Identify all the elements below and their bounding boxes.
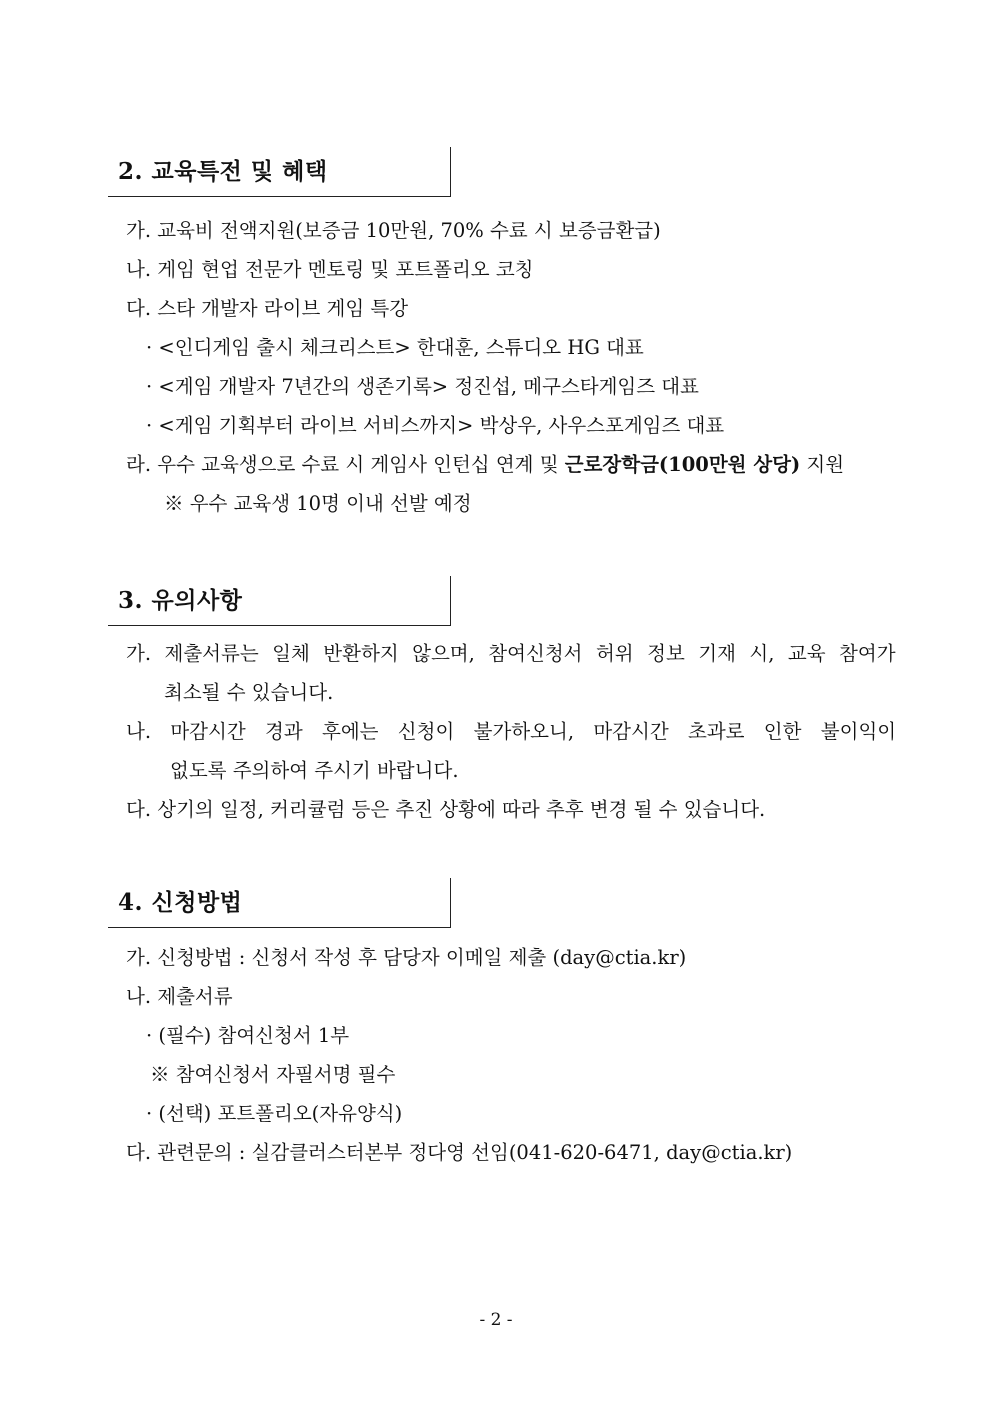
section-3-item-ga: 가. 제출서류는 일체 반환하지 않으며, 참여신청서 허위 정보 기재 시, 교육 참여가 <box>126 642 896 665</box>
section-2-title: 2. 교육특전 및 혜택 <box>118 158 328 185</box>
section-4-item-na: 나. 제출서류 <box>126 985 233 1008</box>
signature-note: ※ 참여신청서 자필서명 필수 <box>150 1063 396 1086</box>
section-2-note: ※ 우수 교육생 10명 이내 선발 예정 <box>164 492 472 515</box>
section-4-title: 4. 신청방법 <box>118 889 243 916</box>
section-2-item-ra-text: 라. 우수 교육생으로 수료 시 게임사 인턴십 연계 및 <box>126 453 565 476</box>
section-3-item-da: 다. 상기의 일정, 커리큘럼 등은 추진 상황에 따라 추후 변경 될 수 있습니다. <box>126 798 766 821</box>
section-3-title: 3. 유의사항 <box>118 587 243 614</box>
section-2-item-ra <box>126 452 844 478</box>
section-4-heading <box>108 878 451 928</box>
section-3-heading <box>108 576 451 626</box>
scholarship-highlight: 근로장학금(100만원 상당) <box>564 453 801 476</box>
section-4-item-da: 다. 관련문의 : 실감클러스터본부 정다영 선임(041-620-6471, day@ctia.kr) <box>126 1141 793 1164</box>
section-3-item-na-cont: 없도록 주의하여 주시기 바랍니다. <box>170 759 459 782</box>
optional-document: · (선택) 포트폴리오(자유양식) <box>146 1102 403 1125</box>
section-2-heading <box>108 147 451 197</box>
section-4-item-ga: 가. 신청방법 : 신청서 작성 후 담당자 이메일 제출 (day@ctia.kr) <box>126 946 687 969</box>
page-number: - 2 - <box>479 1310 513 1330</box>
section-2-item-na: 나. 게임 현업 전문가 멘토링 및 포트폴리오 코칭 <box>126 258 534 281</box>
section-3-item-ga-cont: 최소될 수 있습니다. <box>164 681 334 704</box>
lecture-item: · <인디게임 출시 체크리스트> 한대훈, 스튜디오 HG 대표 <box>146 336 644 359</box>
section-2-item-da: 다. 스타 개발자 라이브 게임 특강 <box>126 297 409 320</box>
lecture-item: · <게임 기획부터 라이브 서비스까지> 박상우, 사우스포게임즈 대표 <box>146 414 725 437</box>
section-2-item-ra-suffix: 지원 <box>800 453 845 476</box>
section-3-item-na: 나. 마감시간 경과 후에는 신청이 불가하오니, 마감시간 초과로 인한 불이익이 <box>126 720 897 743</box>
lecture-item: · <게임 개발자 7년간의 생존기록> 정진섭, 메구스타게임즈 대표 <box>146 375 699 398</box>
required-document: · (필수) 참여신청서 1부 <box>146 1024 350 1047</box>
section-2-item-ga: 가. 교육비 전액지원(보증금 10만원, 70% 수료 시 보증금환급) <box>126 219 661 242</box>
